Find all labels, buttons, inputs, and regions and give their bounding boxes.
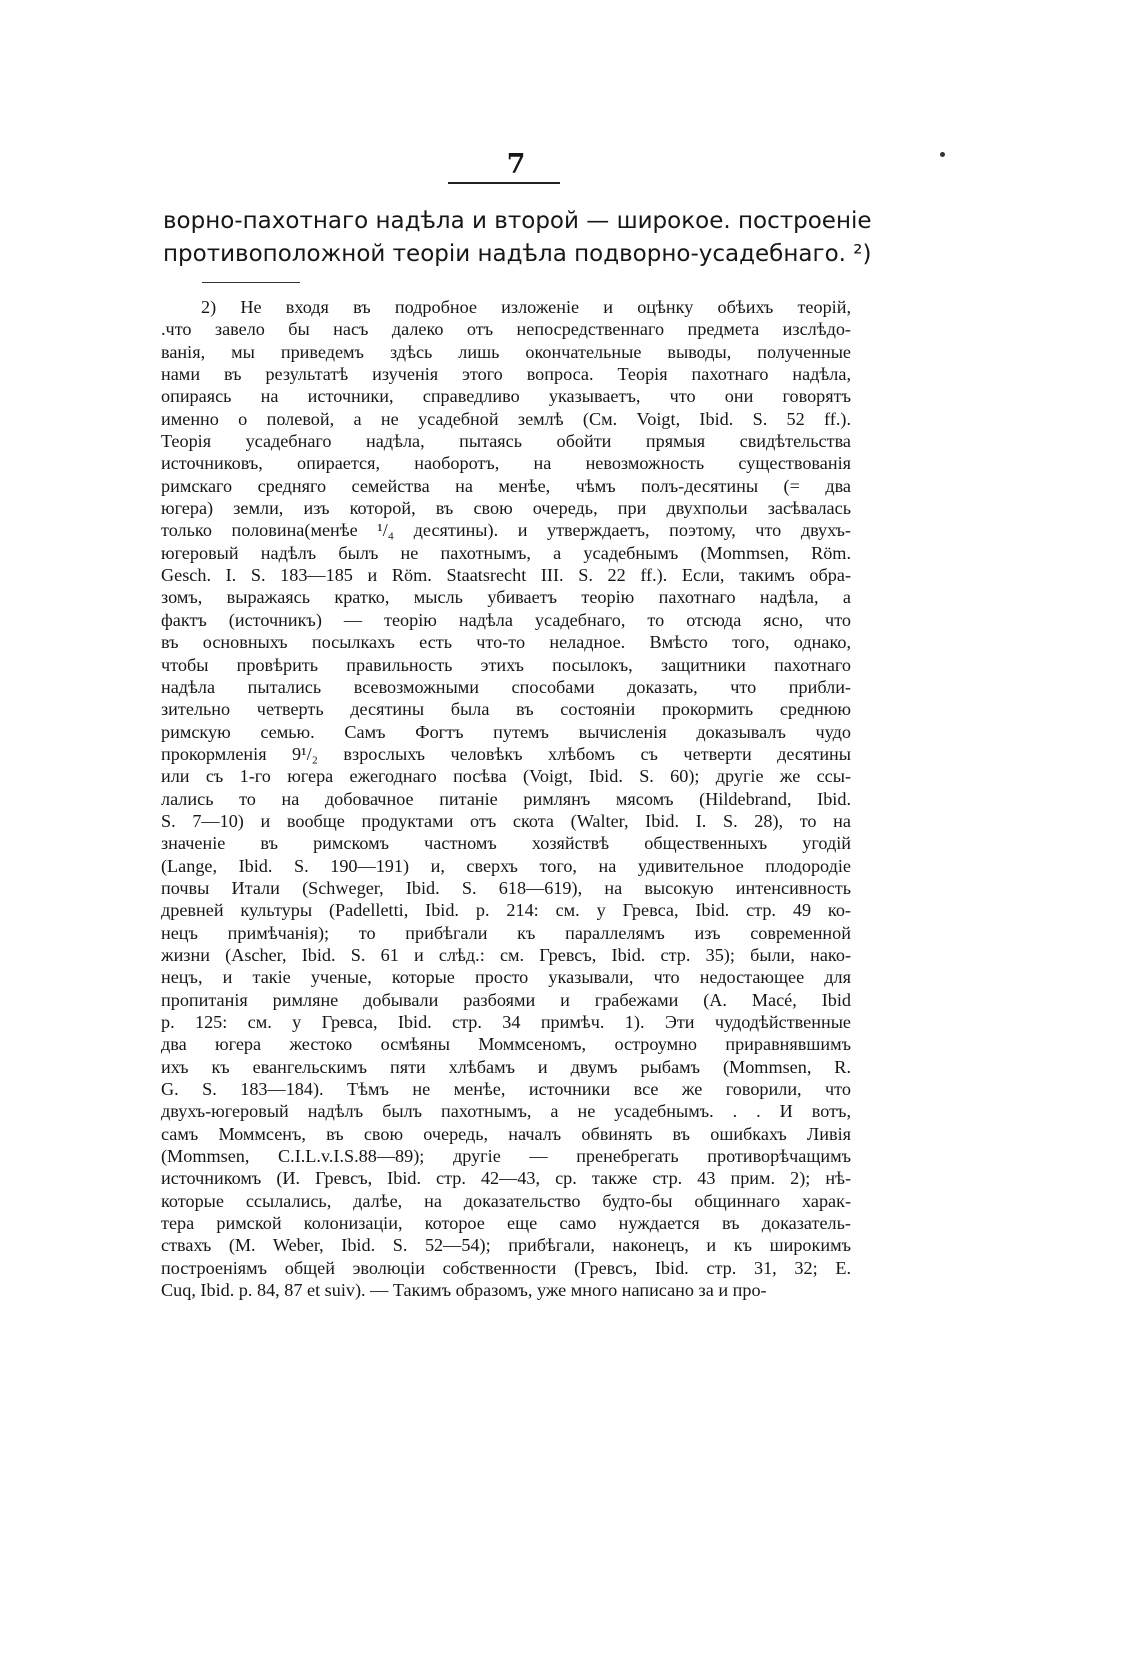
- footnote-line: источникомъ (И. Гревсъ, Ibid. стр. 42—43, ср. также стр. 43 прим. 2); нѣ-: [161, 1168, 851, 1189]
- footnote-line: нами въ результатѣ изученія этого вопроса. Теорія пахотнаго надѣла,: [161, 364, 851, 385]
- footnote-line: римскую семью. Самъ Фогтъ путемъ вычисленія доказывалъ чудо: [161, 721, 851, 742]
- footnote-line: p. 125: см. у Гревса, Ibid. стр. 34 примѣч. 1). Эти чудодѣйственные: [161, 1012, 851, 1032]
- footnote-line: которые ссылались, далѣе, на доказательство будто-бы общиннаго харак-: [161, 1190, 851, 1211]
- footnote-line: ствахъ (M. Weber, Ibid. S. 52—54); прибѣгали, наконецъ, и къ широкимъ: [161, 1235, 851, 1256]
- main-text-line: противоположной теоріи надѣла подворно-усадебнаго. ²): [163, 241, 872, 267]
- footnote-line: нецъ, и такіе ученые, которые просто указывали, что недостающее для: [161, 967, 851, 988]
- footnote-line: G. S. 183—184). Тѣмъ не менѣе, источники все же говорили, что: [161, 1079, 851, 1100]
- footnote-line: (Lange, Ibid. S. 190—191) и, сверхъ того, на удивительное плодородіе: [161, 855, 851, 876]
- footnote-line: построеніямъ общей эволюціи собственности (Гревсъ, Ibid. стр. 31, 32; E.: [161, 1257, 851, 1278]
- footnote-line: опираясь на источники, справедливо указываетъ, что они говорятъ: [161, 386, 851, 407]
- footnote-line: зительно четверть десятины была въ состояніи прокормить среднюю: [161, 699, 851, 720]
- footnote-line: тера римской колонизаціи, которое еще само нуждается въ доказатель-: [161, 1213, 851, 1234]
- footnote-line: или съ 1-го югера ежегоднаго посѣва (Voigt, Ibid. S. 60); другіе же ссы-: [161, 766, 851, 787]
- footnote-line: Gesch. I. S. 183—185 и Röm. Staatsrecht III. S. 22 ff.). Если, такимъ обра-: [161, 565, 851, 586]
- footnote-line: два югера жестоко осмѣяны Моммсеномъ, остроумно приравнявшимъ: [161, 1034, 851, 1055]
- main-text: [163, 205, 872, 271]
- footnote-separator: [202, 282, 300, 283]
- footnote-line: почвы Итали (Schweger, Ibid. S. 618—619), на высокую интенсивность: [161, 877, 851, 898]
- footnote-line: самъ Моммсенъ, въ свою очередь, началъ обвинять въ ошибкахъ Ливія: [161, 1123, 851, 1144]
- footnote-line: пропитанія римляне добывали разбоями и грабежами (A. Macé, Ibid: [161, 989, 851, 1010]
- footnote-line: ихъ къ евангельскимъ пяти хлѣбамъ и двумъ рыбамъ (Mommsen, R.: [161, 1056, 851, 1077]
- footnote-line: S. 7—10) и вообще продуктами отъ скота (Walter, Ibid. I. S. 28), то на: [161, 810, 851, 831]
- footnote-line: фактъ (источникъ) — теорію надѣла усадебнаго, то отсюда ясно, что: [161, 609, 851, 630]
- footnote-line: югера) земли, изъ которой, въ свою очередь, при двухпольи засѣвалась: [161, 498, 851, 519]
- footnote-line: именно о полевой, а не усадебной землѣ (См. Voigt, Ibid. S. 52 ff.).: [161, 408, 851, 429]
- footnote-line: только половина(менѣе ¹/₄ десятины). и утверждаетъ, поэтому, что двухъ-: [161, 520, 851, 541]
- footnote-line: .что завело бы насъ далеко отъ непосредственнаго предмета изслѣдо-: [161, 319, 851, 340]
- main-text-line: ворно-пахотнаго надѣла и второй — широкое. построеніе: [163, 208, 872, 234]
- footnote-line: двухъ-югеровый надѣлъ былъ пахотнымъ, а не усадебнымъ. . . И вотъ,: [161, 1101, 851, 1122]
- footnote-line: ванія, мы приведемъ здѣсь лишь окончательные выводы, полученные: [161, 341, 851, 362]
- footnote-line: чтобы провѣрить правильность этихъ посылокъ, защитники пахотнаго: [161, 654, 851, 675]
- footnote-line: древней культуры (Padelletti, Ibid. p. 214: см. у Гревса, Ibid. стр. 49 ко-: [161, 900, 851, 921]
- footnote-line: Теорія усадебнаго надѣла, пытаясь обойти прямыя свидѣтельства: [161, 431, 851, 452]
- footnote-line: лались то на добовачное питаніе римлянъ мясомъ (Hildebrand, Ibid.: [161, 788, 851, 809]
- page-number: 7: [506, 149, 526, 180]
- footnote-line: жизни (Ascher, Ibid. S. 61 и слѣд.: см. Гревсъ, Ibid. стр. 35); были, нако-: [161, 944, 851, 965]
- footnote-line: 2) Не входя въ подробное изложеніе и оцѣнку обѣихъ теорій,: [201, 297, 851, 317]
- footnote-line: источниковъ, опирается, наоборотъ, на невозможность существованія: [161, 453, 851, 474]
- footnote-line: прокормленія 9¹/₂ взрослыхъ человѣкъ хлѣбомъ съ четверти десятины: [161, 743, 851, 764]
- footnote-line: значеніе въ римскомъ частномъ хозяйствѣ общественныхъ угодій: [161, 833, 851, 854]
- footnote-line: югеровый надѣлъ былъ не пахотнымъ, а усадебнымъ (Mommsen, Röm.: [161, 542, 851, 563]
- footnote-line: римскаго средняго семейства на менѣе, чѣмъ полъ-десятины (= два: [161, 475, 851, 496]
- footnote-line: Cuq, Ibid. p. 84, 87 et suiv). — Такимъ образомъ, уже много написано за и про-: [161, 1280, 767, 1301]
- footnote: [161, 296, 851, 1301]
- page-number-rule: [448, 182, 560, 184]
- footnote-line: въ основныхъ посылкахъ есть что-то неладное. Вмѣсто того, однако,: [161, 632, 851, 653]
- footnote-line: надѣла пытались всевозможными способами доказать, что прибли-: [161, 676, 851, 697]
- footnote-line: (Mommsen, C.I.L.v.I.S.88—89); другіе — пренебрегать противорѣчащимъ: [161, 1146, 851, 1167]
- footnote-line: нецъ примѣчанія); то прибѣгали къ параллелямъ изъ современной: [161, 922, 851, 943]
- footnote-line: зомъ, выражаясь кратко, мысль убиваетъ теорію пахотнаго надѣла, а: [161, 587, 851, 608]
- margin-dot: [940, 152, 945, 157]
